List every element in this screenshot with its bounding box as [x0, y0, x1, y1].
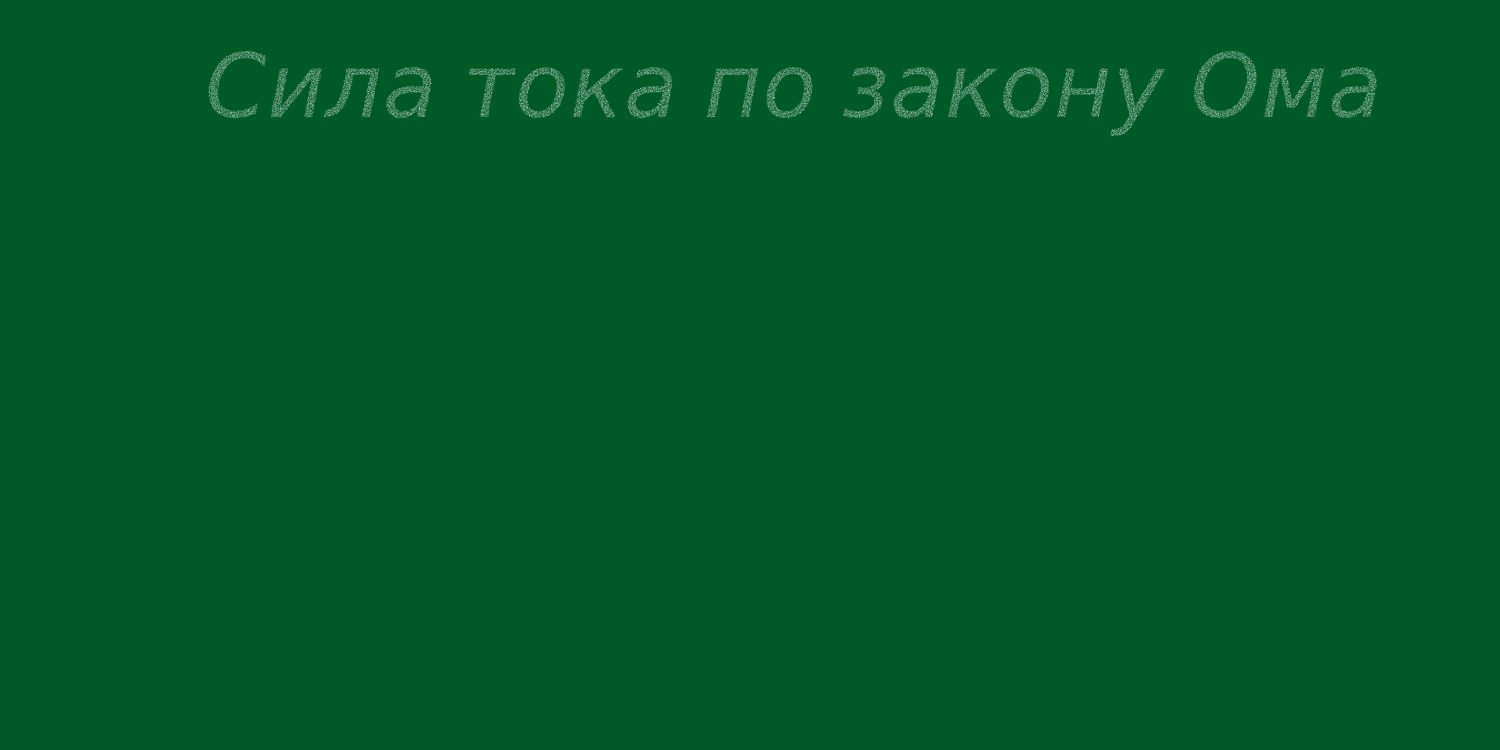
chalk-title: Сила тока по закону Ома: [205, 35, 1384, 138]
